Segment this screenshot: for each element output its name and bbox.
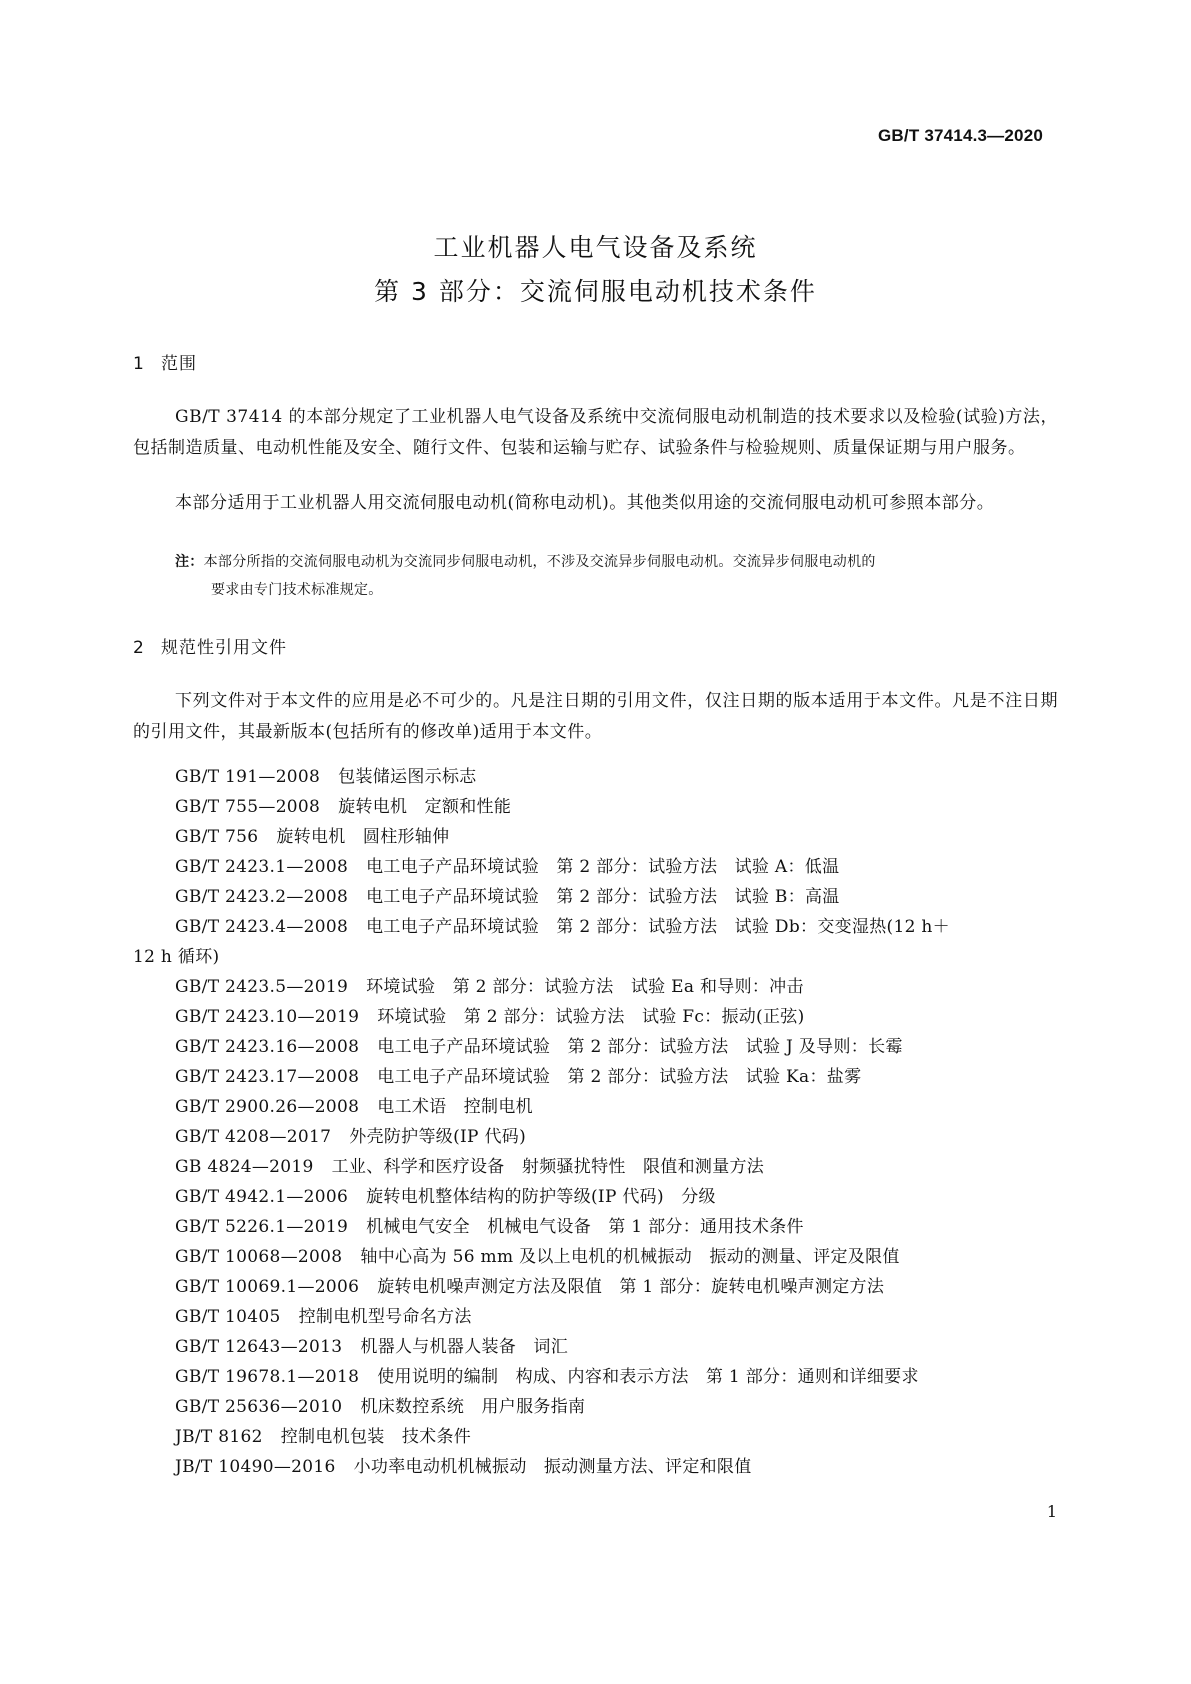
reference-code: GB/T 5226.1—2019	[175, 1217, 349, 1237]
normative-references-list	[133, 762, 1058, 1482]
reference-code: GB/T 10069.1—2006	[175, 1277, 360, 1297]
reference-title: 控制电机型号命名方法	[298, 1307, 472, 1327]
reference-code: JB/T 8162	[175, 1427, 263, 1447]
reference-code: GB/T 4208—2017	[175, 1127, 332, 1147]
reference-title: 使用说明的编制 构成、内容和表示方法 第 1 部分：通则和详细要求	[377, 1367, 919, 1387]
section-2-number: 2	[133, 638, 145, 658]
reference-item	[175, 1392, 1058, 1422]
reference-title: 电工电子产品环境试验 第 2 部分：试验方法 试验 B：高温	[366, 887, 840, 907]
reference-item	[175, 1122, 1058, 1152]
scope-paragraph-1: GB/T 37414 的本部分规定了工业机器人电气设备及系统中交流伺服电动机制造的技术要求以及检验(试验)方法，包括制造质量、电动机性能及安全、随行文件、包装和运输与贮存、试验条件与检验规则、质量保证期与用户服务。	[133, 407, 1058, 458]
reference-title: 电工电子产品环境试验 第 2 部分：试验方法 试验 Ka：盐雾	[377, 1067, 862, 1087]
reference-title: 电工电子产品环境试验 第 2 部分：试验方法 试验 A：低温	[366, 857, 840, 877]
reference-code: GB/T 25636—2010	[175, 1397, 343, 1417]
reference-item	[175, 762, 1058, 792]
reference-item	[175, 972, 1058, 1002]
reference-code: GB/T 2423.16—2008	[175, 1037, 360, 1057]
reference-title: 电工电子产品环境试验 第 2 部分：试验方法 试验 J 及导则：长霉	[377, 1037, 903, 1057]
reference-title: 旋转电机 圆柱形轴伸	[276, 827, 450, 847]
reference-item	[175, 1422, 1058, 1452]
reference-item	[175, 1212, 1058, 1242]
reference-item	[175, 822, 1058, 852]
reference-title: 控制电机包装 技术条件	[280, 1427, 472, 1447]
reference-title: 电工术语 控制电机	[377, 1097, 533, 1117]
references-intro: 下列文件对于本文件的应用是必不可少的。凡是注日期的引用文件，仅注日期的版本适用于本文件。凡是不注日期的引用文件，其最新版本(包括所有的修改单)适用于本文件。	[133, 691, 1058, 742]
reference-code: GB/T 191—2008	[175, 767, 321, 787]
reference-code: GB/T 2423.10—2019	[175, 1007, 360, 1027]
reference-title: 旋转电机噪声测定方法及限值 第 1 部分：旋转电机噪声测定方法	[377, 1277, 885, 1297]
reference-item	[175, 852, 1058, 882]
reference-code: GB/T 10068—2008	[175, 1247, 343, 1267]
reference-item	[175, 1272, 1058, 1302]
reference-title: 旋转电机 定额和性能	[338, 797, 512, 817]
section-1-number: 1	[133, 354, 145, 374]
reference-item	[175, 1242, 1058, 1272]
note-text-line2: 要求由专门技术标准规定。	[211, 582, 383, 598]
reference-item	[133, 912, 1058, 972]
section-1-title: 范围	[161, 354, 197, 374]
reference-code: GB/T 2423.17—2008	[175, 1067, 360, 1087]
reference-code: GB/T 2423.5—2019	[175, 977, 349, 997]
reference-code: GB/T 19678.1—2018	[175, 1367, 360, 1387]
reference-title: 电工电子产品环境试验 第 2 部分：试验方法 试验 Db：交变湿热(12 h＋	[366, 917, 950, 937]
reference-item	[175, 1182, 1058, 1212]
standard-number: GB/T 37414.3—2020	[878, 126, 1043, 145]
reference-title: 小功率电动机机械振动 振动测量方法、评定和限值	[353, 1457, 752, 1477]
section-1-heading	[133, 349, 197, 374]
reference-title: 包装储运图示标志	[338, 767, 477, 787]
reference-code: GB/T 12643—2013	[175, 1337, 343, 1357]
reference-item	[175, 1002, 1058, 1032]
reference-title: 外壳防护等级(IP 代码)	[349, 1127, 527, 1147]
reference-code: GB/T 755—2008	[175, 797, 321, 817]
reference-item	[175, 1062, 1058, 1092]
reference-item	[175, 1092, 1058, 1122]
reference-code: GB/T 10405	[175, 1307, 281, 1327]
document-title-line1: 工业机器人电气设备及系统	[433, 233, 758, 262]
reference-item	[175, 1302, 1058, 1332]
note-label: 注：	[175, 554, 204, 570]
reference-code: JB/T 10490—2016	[175, 1457, 336, 1477]
reference-item	[175, 1362, 1058, 1392]
page-number: 1	[1046, 1502, 1057, 1521]
reference-item	[175, 1452, 1058, 1482]
reference-code: GB/T 4942.1—2006	[175, 1187, 349, 1207]
reference-title: 环境试验 第 2 部分：试验方法 试验 Ea 和导则：冲击	[366, 977, 804, 997]
section-2-heading	[133, 633, 287, 658]
reference-code: GB/T 756	[175, 827, 259, 847]
reference-code: GB/T 2423.1—2008	[175, 857, 349, 877]
reference-item	[175, 1152, 1058, 1182]
reference-title: 工业、科学和医疗设备 射频骚扰特性 限值和测量方法	[331, 1157, 765, 1177]
reference-item	[175, 1032, 1058, 1062]
document-title-line2: 第 3 部分：交流伺服电动机技术条件	[374, 277, 817, 306]
scope-note	[175, 548, 1055, 604]
reference-item	[175, 792, 1058, 822]
reference-item	[175, 1332, 1058, 1362]
reference-code: GB 4824—2019	[175, 1157, 314, 1177]
reference-code: GB/T 2423.2—2008	[175, 887, 349, 907]
reference-title: 环境试验 第 2 部分：试验方法 试验 Fc：振动(正弦)	[377, 1007, 805, 1027]
reference-code: GB/T 2900.26—2008	[175, 1097, 360, 1117]
reference-item	[175, 882, 1058, 912]
reference-title: 机床数控系统 用户服务指南	[360, 1397, 586, 1417]
reference-code: GB/T 2423.4—2008	[175, 917, 349, 937]
reference-title: 旋转电机整体结构的防护等级(IP 代码) 分级	[366, 1187, 716, 1207]
scope-paragraph-2: 本部分适用于工业机器人用交流伺服电动机(简称电动机)。其他类似用途的交流伺服电动机可参照本部分。	[175, 493, 995, 513]
reference-title-continuation: 12 h 循环)	[133, 947, 220, 967]
reference-title: 机械电气安全 机械电气设备 第 1 部分：通用技术条件	[366, 1217, 804, 1237]
note-text-line1: 本部分所指的交流伺服电动机为交流同步伺服电动机，不涉及交流异步伺服电动机。交流异步伺服电动机的	[203, 554, 876, 570]
reference-title: 机器人与机器人装备 词汇	[360, 1337, 568, 1357]
section-2-title: 规范性引用文件	[161, 638, 287, 658]
reference-title: 轴中心高为 56 mm 及以上电机的机械振动 振动的测量、评定及限值	[360, 1247, 900, 1267]
